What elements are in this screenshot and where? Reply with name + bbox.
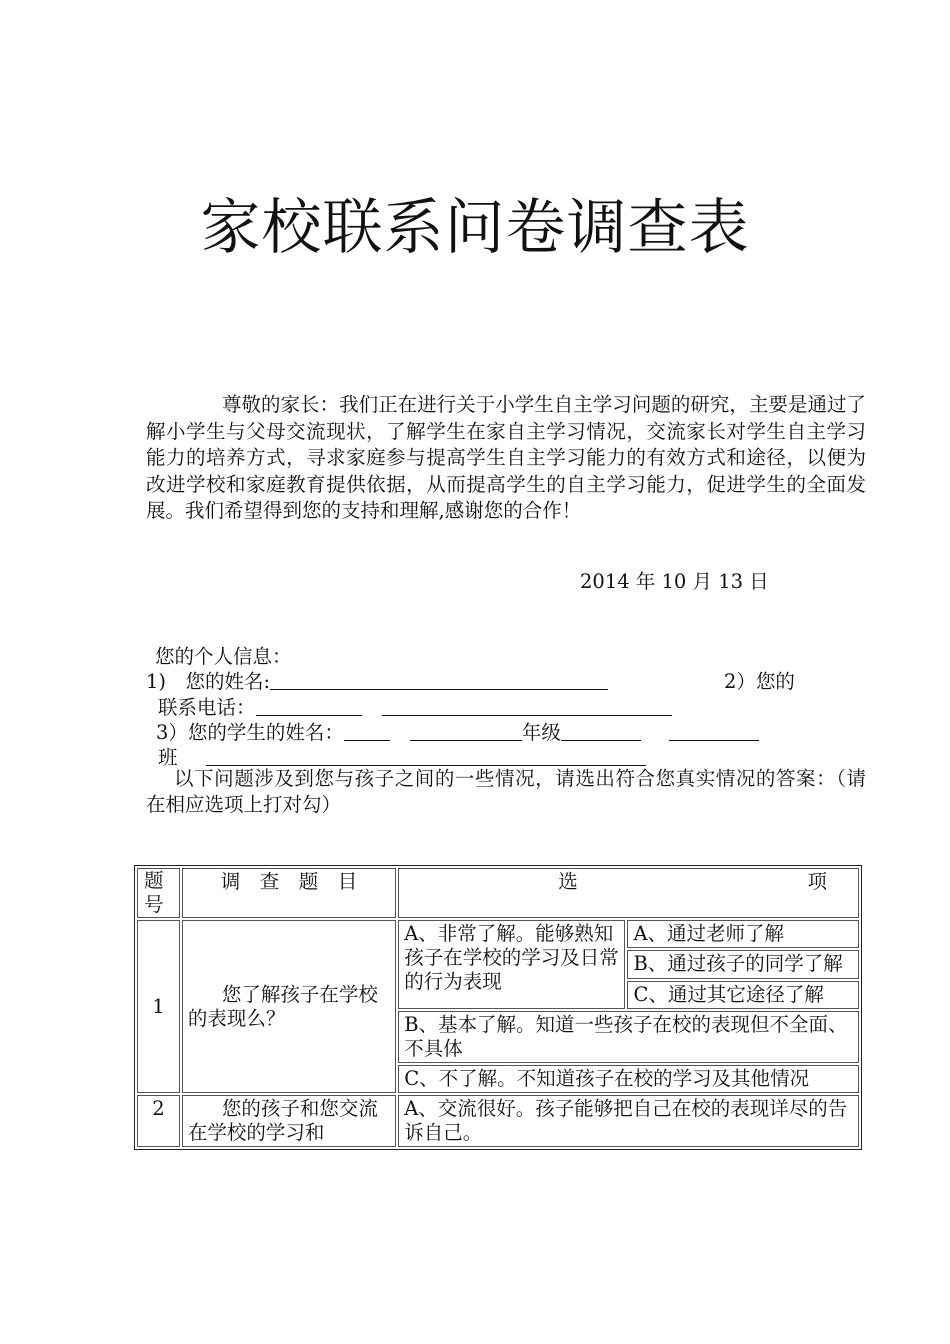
name-label: 1) 您的姓名: — [146, 670, 271, 693]
instructions: 以下问题涉及到您与孩子之间的一些情况，请选出符合您真实情况的答案：（请在相应选项上打对勾） — [146, 767, 866, 816]
q1-num: 1 — [137, 920, 180, 1093]
header-num: 题号 — [137, 868, 180, 918]
table-row — [137, 1095, 859, 1147]
grade-label: 年级 — [521, 721, 561, 744]
table-row — [137, 920, 859, 948]
q2-question: 您的孩子和您交流在学校的学习和 — [182, 1095, 396, 1147]
document-title: 家校联系问卷调查表 — [200, 193, 750, 263]
q1-question: 您了解孩子在学校的表现么？ — [182, 920, 396, 1093]
document-date: 2014 年 10 月 13 日 — [580, 570, 769, 593]
q1-option-c[interactable]: C、不了解。不知道孩子在校的学习及其他情况 — [398, 1065, 859, 1093]
phone-label: 2）您的 — [724, 670, 795, 693]
phone-label-cont: 联系电话： — [158, 696, 256, 719]
intro-paragraph: 尊敬的家长：我们正在进行关于小学生自主学习问题的研究，主要是通过了解小学生与父母交流现状，了解学生在家自主学习情况，交流家长对学生自主学习能力的培养方式，寻求家庭参与提高学生自主学习能力的有效方式和途径，以便为改进学校和家庭教育提供依据，从而提高学生的自主学习能力，促进学生的全面发展。我们希望得到您的支持和理解,感谢您的合作！ — [146, 393, 866, 522]
q1-sub-option-b[interactable]: B、通过孩子的同学了解 — [627, 950, 859, 978]
header-options-right: 项 — [807, 870, 827, 893]
personal-info-heading: 您的个人信息： — [155, 645, 292, 668]
q1-option-a[interactable]: A、非常了解。能够熟知孩子在学校的学习及日常的行为表现 — [398, 920, 625, 1009]
q2-num: 2 — [137, 1095, 180, 1147]
q1-option-b[interactable]: B、基本了解。知道一些孩子在校的表现但不全面、不具体 — [398, 1011, 859, 1063]
survey-table — [134, 865, 862, 1150]
class-label: 班 — [158, 746, 178, 769]
header-question: 调 查 题 目 — [182, 868, 396, 918]
student-name-label: 3）您的学生的姓名： — [156, 721, 344, 744]
q2-option-a[interactable]: A、交流很好。孩子能够把自己在校的表现详尽的告诉自己。 — [398, 1095, 859, 1147]
header-options-left: 选 — [558, 870, 578, 893]
q1-sub-option-c[interactable]: C、通过其它途径了解 — [627, 981, 859, 1009]
q1-sub-option-a[interactable]: A、通过老师了解 — [627, 920, 859, 948]
table-header-row — [137, 868, 859, 918]
header-options — [398, 868, 859, 918]
